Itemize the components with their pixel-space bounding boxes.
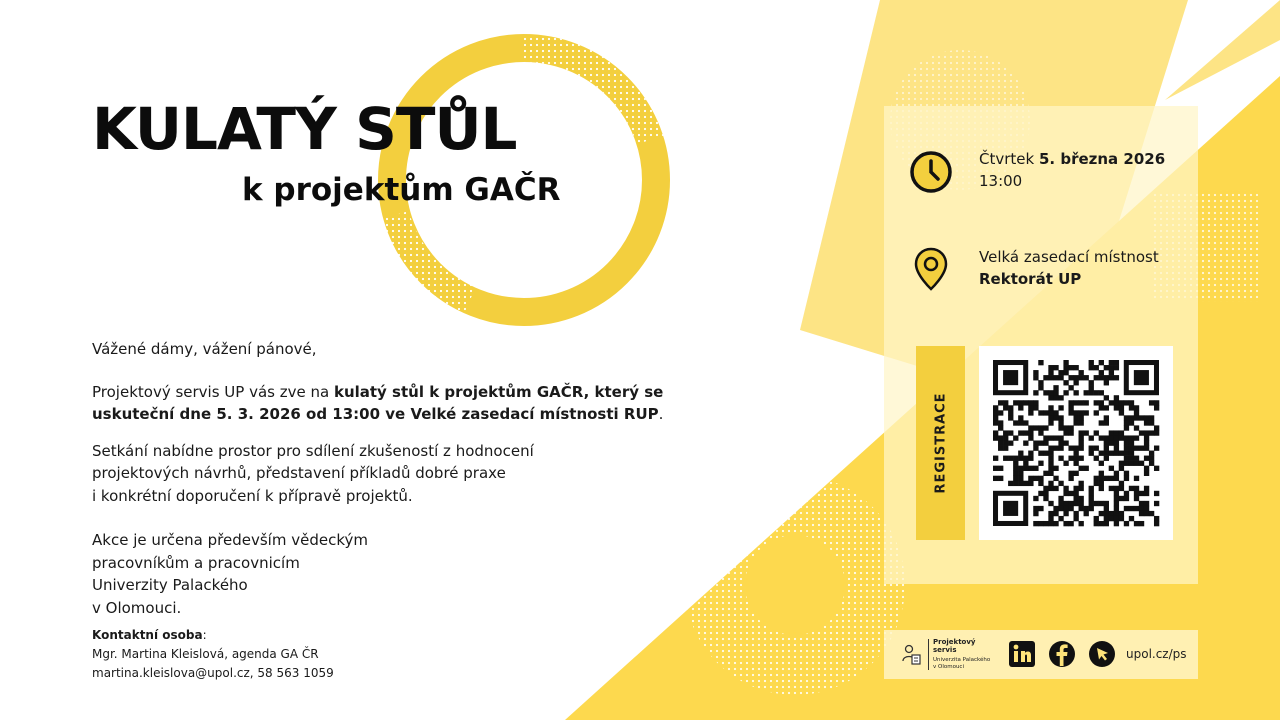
page-title: KULATÝ STŮL [92, 95, 517, 163]
event-place: Velká zasedací místnost [979, 248, 1159, 266]
contact-label: Kontaktní osoba [92, 628, 203, 642]
contact-name: Mgr. Martina Kleislová, agenda GA ČR [92, 647, 319, 661]
university-line1: Univerzita Palackého [933, 657, 991, 663]
website-link[interactable]: upol.cz/ps [1126, 647, 1187, 661]
facebook-icon[interactable] [1048, 640, 1076, 668]
footer-bar [884, 630, 1198, 679]
invitation-highlight: kulatý stůl k projektům GAČR, který se uskuteční dne 5. 3. 2026 od 13:00 ve Velké zasedací místnosti RUP [92, 382, 664, 423]
contact-block [92, 626, 334, 683]
university-name [933, 657, 990, 671]
projektovy-servis-logo [902, 644, 922, 666]
page-subtitle: k projektům GAČR [242, 172, 561, 208]
event-location [979, 246, 1159, 290]
unit-name [933, 638, 975, 654]
description-line: projektových návrhů, představení příkladů dobré praxe [92, 464, 506, 482]
contact-colon: : [202, 628, 207, 642]
description-paragraph [92, 440, 692, 508]
audience-line: Univerzity Palackého [92, 576, 248, 594]
invitation-paragraph [92, 381, 692, 426]
audience-line: pracovníkům a pracovnicím [92, 553, 300, 572]
unit-name-line2: servis [933, 646, 957, 654]
footer-separator [928, 639, 929, 670]
audience-paragraph [92, 529, 692, 619]
audience-line: Akce je určena především vědeckým [92, 531, 368, 549]
unit-name-line1: Projektový [933, 638, 976, 646]
event-building: Rektorát UP [979, 270, 1082, 288]
registration-label: REGISTRACE [933, 392, 948, 494]
clock-icon [909, 150, 953, 194]
greeting: Vážené dámy, vážení pánové, [92, 340, 317, 358]
event-time: 13:00 [979, 172, 1023, 190]
audience-line: v Olomouci. [92, 598, 182, 617]
qr-code [979, 346, 1173, 540]
registration-tab[interactable] [916, 346, 965, 540]
event-date: 5. března 2026 [1038, 150, 1166, 168]
event-day: Čtvrtek [979, 150, 1039, 168]
description-line: i konkrétní doporučení k přípravě projektů. [92, 486, 413, 505]
cursor-icon[interactable] [1088, 640, 1116, 668]
invitation-tail: . [658, 405, 664, 423]
invitation-lead: Projektový servis UP vás zve na [92, 382, 334, 401]
event-datetime [979, 148, 1165, 192]
contact-details[interactable]: martina.kleislova@upol.cz, 58 563 1059 [92, 666, 334, 680]
invitation-text [92, 338, 692, 619]
location-pin-icon [913, 246, 949, 292]
university-line2: v Olomouci [933, 664, 964, 670]
description-line: Setkání nabídne prostor pro sdílení zkušeností z hodnocení [92, 441, 534, 460]
linkedin-icon[interactable] [1009, 641, 1037, 668]
registration-qr-code[interactable] [979, 346, 1173, 540]
